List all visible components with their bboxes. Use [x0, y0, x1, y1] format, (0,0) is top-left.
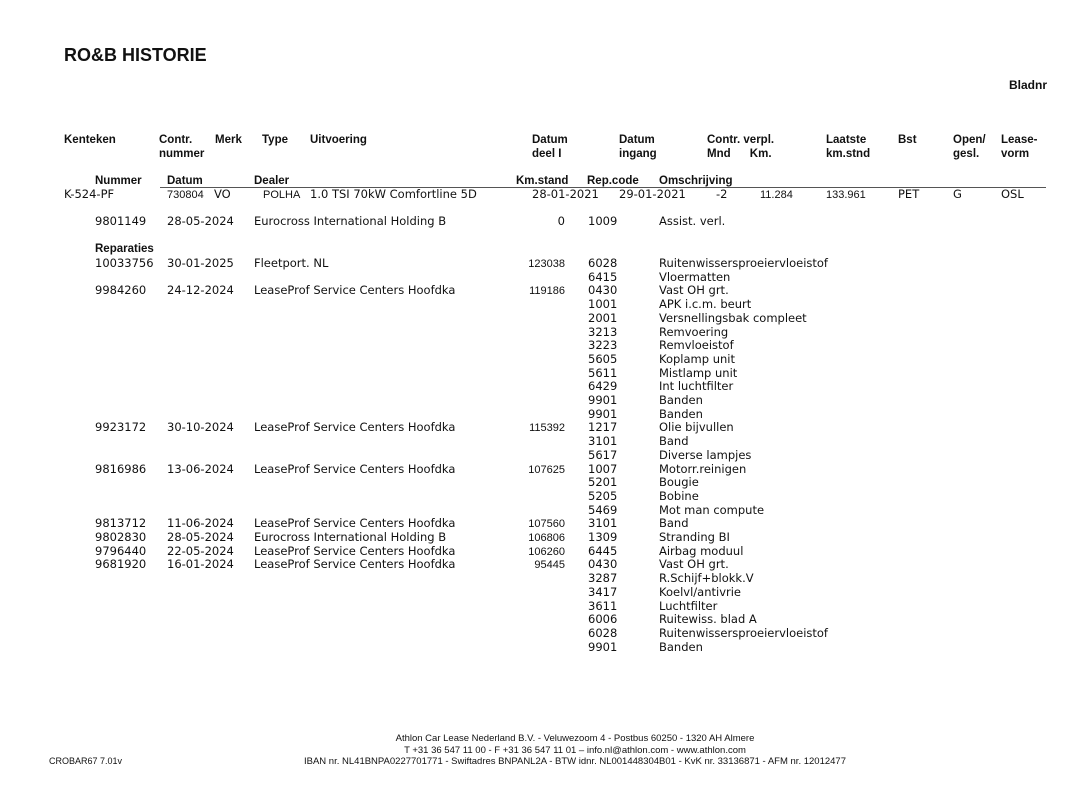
repair-omschrijving: Mistlamp unit	[659, 365, 738, 380]
reparaties-label: Reparaties	[95, 243, 154, 255]
repair-dealer: LeaseProf Service Centers Hoofdka	[254, 557, 456, 572]
repair-datum: 30-01-2025	[167, 256, 234, 270]
vehicle-datum-deel-i: 28-01-2021	[532, 187, 599, 201]
header-leasevorm: Lease- vorm	[1001, 134, 1038, 160]
bladnr-label: Bladnr	[1008, 78, 1047, 92]
repair-datum: 24-12-2024	[167, 283, 234, 298]
header-open-gesl: Open/ gesl.	[953, 134, 986, 160]
repair-code: 3611	[588, 598, 618, 613]
repair-omschrijving: R.Schijf+blokk.V	[659, 571, 754, 586]
repair-omschrijving: Banden	[659, 393, 703, 407]
repair-omschrijving: Banden	[659, 406, 703, 421]
repair-code: 0430	[588, 557, 618, 572]
footer-address: Athlon Car Lease Nederland B.V. - Veluwezoom 4 - Postbus 60250 - 1320 AH Almere	[395, 733, 755, 744]
repair-code: 6445	[588, 543, 618, 558]
assist-dealer: Eurocross International Holding B	[254, 214, 447, 228]
repair-kmstand: 107560	[528, 518, 565, 531]
repair-code: 6028	[588, 256, 618, 270]
repair-omschrijving: Band	[659, 516, 689, 531]
repair-code: 5469	[588, 502, 618, 517]
repair-code: 5605	[588, 351, 618, 366]
repair-dealer: LeaseProf Service Centers Hoofdka	[254, 461, 456, 476]
repair-omschrijving: Vast OH grt.	[659, 283, 729, 298]
repair-kmstand: 95445	[534, 559, 565, 572]
repair-code: 6006	[588, 612, 618, 627]
repair-omschrijving: Vast OH grt.	[659, 557, 729, 572]
assist-datum: 28-05-2024	[167, 214, 234, 228]
header-merk: Merk	[215, 134, 242, 146]
vehicle-uitvoering: 1.0 TSI 70kW Comfortline 5D	[310, 187, 477, 201]
repair-omschrijving: Int luchtfilter	[659, 379, 734, 394]
repair-code: 5205	[588, 488, 618, 503]
subheader-kmstand: Km.stand	[516, 175, 569, 187]
repair-datum: 13-06-2024	[167, 461, 234, 476]
repair-code: 6429	[588, 379, 618, 394]
vehicle-contract: 730804	[167, 189, 204, 201]
repair-nummer: 9796440	[95, 543, 147, 558]
repair-omschrijving: Remvloeistof	[659, 338, 734, 353]
repair-omschrijving: Bougie	[659, 475, 699, 490]
repair-nummer: 9813712	[95, 516, 147, 531]
repair-omschrijving: Koplamp unit	[659, 351, 735, 366]
repair-datum: 11-06-2024	[167, 516, 234, 531]
repair-nummer: 9802830	[95, 530, 147, 544]
subheader-dealer: Dealer	[254, 175, 290, 187]
repair-nummer: 9923172	[95, 420, 147, 435]
vehicle-laatste-kmstnd: 133.961	[826, 189, 866, 201]
repair-code: 5617	[588, 447, 618, 462]
repair-omschrijving: Bobine	[659, 488, 699, 503]
page-title: RO&B HISTORIE	[64, 45, 207, 65]
assist-nummer: 9801149	[95, 214, 147, 228]
repair-omschrijving: Luchtfilter	[659, 598, 718, 613]
repair-code: 0430	[588, 283, 618, 298]
repair-datum: 28-05-2024	[167, 530, 234, 544]
repair-code: 1309	[588, 530, 618, 544]
repair-kmstand: 106260	[528, 545, 565, 558]
header-bst: Bst	[898, 134, 917, 146]
repair-datum: 16-01-2024	[167, 557, 234, 572]
repair-datum: 22-05-2024	[167, 543, 234, 558]
repair-code: 5201	[588, 475, 618, 490]
repair-nummer: 9681920	[95, 557, 147, 572]
repair-code: 6415	[588, 269, 618, 284]
vehicle-merk: VO	[214, 187, 231, 201]
repair-code: 1001	[588, 297, 618, 312]
repair-omschrijving: Versnellingsbak compleet	[659, 310, 807, 325]
subheader-omschrijving: Omschrijving	[659, 175, 733, 187]
repair-code: 5611	[588, 365, 618, 380]
repair-omschrijving: Diverse lampjes	[659, 447, 752, 462]
subheader-nummer: Nummer	[95, 175, 142, 187]
header-contr-verpl: Contr. verpl. Mnd Km.	[707, 134, 775, 160]
repair-omschrijving: Motorr.reinigen	[659, 461, 747, 476]
repair-code: 3213	[588, 324, 618, 339]
assist-omschrijving: Assist. verl.	[659, 214, 726, 228]
repair-code: 3287	[588, 571, 618, 586]
repair-code: 2001	[588, 310, 618, 325]
repair-dealer: LeaseProf Service Centers Hoofdka	[254, 516, 456, 531]
repair-omschrijving: Koelvl/antivrie	[659, 584, 741, 599]
repair-omschrijving: Mot man compute	[659, 502, 765, 517]
vehicle-kenteken: K-524-PF	[64, 187, 115, 201]
repair-code: 1007	[588, 461, 618, 476]
header-laatste-kmstnd: Laatste km.stnd	[826, 134, 871, 160]
repair-code: 1217	[588, 420, 618, 435]
repair-code: 9901	[588, 406, 618, 421]
vehicle-mnd: -2	[716, 187, 728, 201]
repair-omschrijving: APK i.c.m. beurt	[659, 297, 752, 312]
repair-omschrijving: Band	[659, 434, 689, 449]
repair-kmstand: 123038	[528, 258, 565, 270]
repair-dealer: LeaseProf Service Centers Hoofdka	[254, 543, 456, 558]
repair-nummer: 9816986	[95, 461, 147, 476]
repair-omschrijving: Airbag moduul	[659, 543, 744, 558]
repair-dealer: LeaseProf Service Centers Hoofdka	[254, 420, 456, 435]
footer-bank: IBAN nr. NL41BNPA0227701771 - Swiftadres BNPANL2A - BTW idnr. NL001448304B01 - KvK nr. 33136871 - AFM nr. 12012477	[304, 756, 846, 767]
assist-kmstand: 0	[557, 214, 565, 228]
repair-nummer: 9984260	[95, 283, 147, 298]
repair-code: 6028	[588, 625, 618, 640]
repair-kmstand: 119186	[529, 285, 565, 298]
repair-code: 3101	[588, 434, 618, 449]
repair-kmstand: 106806	[528, 532, 565, 544]
assist-repcode: 1009	[588, 214, 618, 228]
header-uitvoering: Uitvoering	[310, 134, 367, 146]
subheader-datum: Datum	[167, 175, 203, 187]
repair-code: 3101	[588, 516, 618, 531]
vehicle-leasevorm: OSL	[1001, 187, 1024, 201]
header-datum-deel-i: Datum deel I	[532, 134, 568, 160]
repair-code: 3223	[588, 338, 618, 353]
vehicle-type: POLHA	[263, 189, 301, 201]
repair-omschrijving: Banden	[659, 639, 703, 654]
repair-dealer: LeaseProf Service Centers Hoofdka	[254, 283, 456, 298]
footer	[260, 733, 890, 768]
repair-code: 3417	[588, 584, 618, 599]
header-type: Type	[262, 134, 288, 146]
repair-omschrijving: Stranding BI	[659, 530, 730, 544]
repair-omschrijving: Remvoering	[659, 324, 729, 339]
form-code: CROBAR67 7.01v	[49, 756, 123, 766]
repair-dealer: Fleetport. NL	[254, 256, 329, 270]
header-datum-ingang: Datum ingang	[619, 134, 657, 160]
header-kenteken: Kenteken	[64, 134, 116, 146]
repair-kmstand: 107625	[528, 463, 565, 476]
repair-code: 9901	[588, 393, 618, 407]
repair-omschrijving: Ruitewiss. blad A	[659, 612, 757, 627]
repair-nummer: 10033756	[95, 256, 154, 270]
subheader-repcode: Rep.code	[587, 175, 639, 187]
repair-dealer: Eurocross International Holding B	[254, 530, 447, 544]
repair-code: 9901	[588, 639, 618, 654]
vehicle-bst: PET	[898, 187, 920, 201]
footer-contact: T +31 36 547 11 00 - F +31 36 547 11 01 – info.nl@athlon.com - www.athlon.com	[404, 744, 746, 756]
vehicle-km: 11.284	[760, 189, 793, 201]
repair-omschrijving: Vloermatten	[659, 269, 731, 284]
vehicle-open-gesl: G	[953, 187, 962, 201]
header-contr-nummer: Contr. nummer	[159, 134, 205, 160]
repair-omschrijving: Ruitenwissersproeiervloeistof	[659, 625, 828, 640]
repair-omschrijving: Ruitenwissersproeiervloeistof	[659, 256, 828, 270]
repair-omschrijving: Olie bijvullen	[659, 420, 734, 435]
repair-kmstand: 115392	[529, 422, 565, 435]
repair-datum: 30-10-2024	[167, 420, 234, 435]
vehicle-datum-ingang: 29-01-2021	[619, 187, 686, 201]
